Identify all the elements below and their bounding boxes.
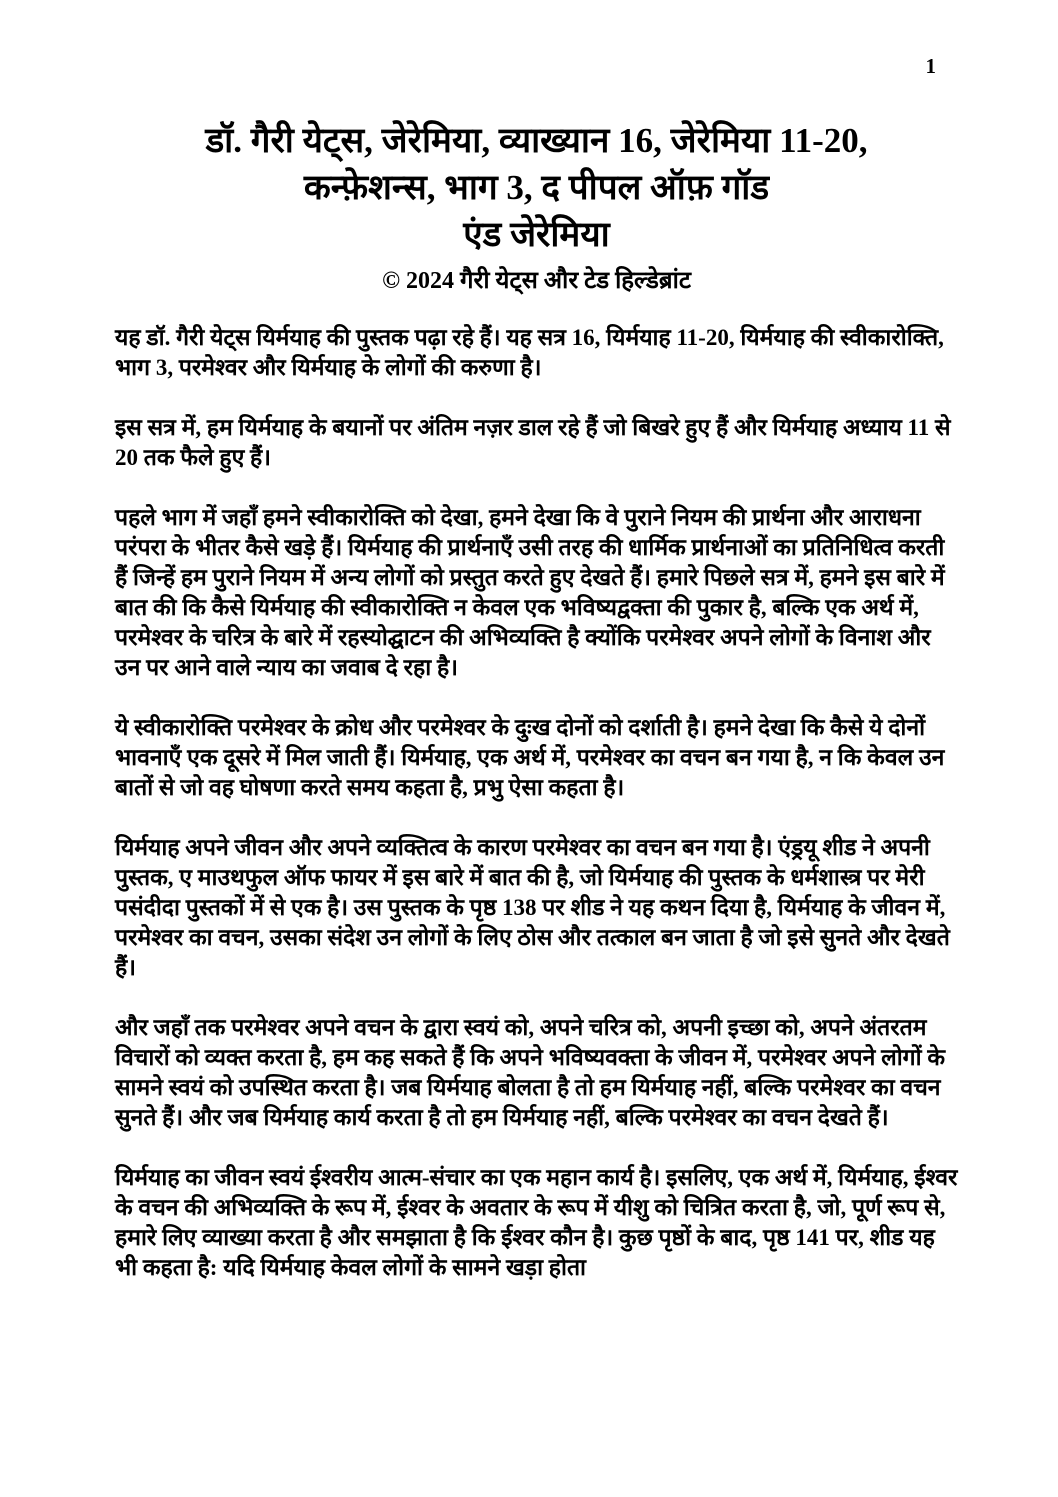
paragraph-2: इस सत्र में, हम यिर्मयाह के बयानों पर अंतिम नज़र डाल रहे हैं जो बिखरे हुए हैं और यिर्मयाह अध्याय 11 से 20 तक फैले हुए हैं। [115, 415, 951, 470]
page-number: 1 [925, 54, 936, 78]
paragraph-3: पहले भाग में जहाँ हमने स्वीकारोक्ति को देखा, हमने देखा कि वे पुराने नियम की प्रार्थना और आराधना परंपरा के भीतर कैसे खड़े हैं। यिर्मयाह की प्रार्थनाएँ उसी तरह की धार्मिक प्रार्थनाओं का प्रतिनिधित्व करती हैं जिन्हें हम पुराने नियम में अन्य लोगों को प्रस्तुत करते हुए देखते हैं। हमारे पिछले सत्र में, हमने इस बारे में बात की कि कैसे यिर्मयाह की स्वीकारोक्ति न केवल एक भविष्यद्वक्ता की पुकार है, बल्कि एक अर्थ में, परमेश्वर के चरित्र के बारे में रहस्योद्घाटन की अभिव्यक्ति है क्योंकि परमेश्वर अपने लोगों के विनाश और उन पर आने वाले न्याय का जवाब दे रहा है। [115, 505, 945, 680]
title-line-2: कन्फ़ेशन्स, भाग 3, द पीपल ऑफ़ गॉड [303, 168, 770, 207]
paragraph-1: यह डॉ. गैरी येट्स यिर्मयाह की पुस्तक पढ़ा रहे हैं। यह सत्र 16, यिर्मयाह 11-20, यिर्मयाह की स्वीकारोक्ति, भाग 3, परमेश्वर और यिर्मयाह के लोगों की करुणा है। [115, 325, 944, 380]
paragraph-4: ये स्वीकारोक्ति परमेश्वर के क्रोध और परमेश्वर के दुःख दोनों को दर्शाती है। हमने देखा कि कैसे ये दोनों भावनाएँ एक दूसरे में मिल जाती हैं। यिर्मयाह, एक अर्थ में, परमेश्वर का वचन बन गया है, न कि केवल उन बातों से जो वह घोषणा करते समय कहता है, प्रभु ऐसा कहता है। [115, 715, 945, 800]
copyright-line: © 2024 गैरी येट्स और टेड हिल्डेब्रांट [382, 268, 691, 294]
paragraph-5: यिर्मयाह अपने जीवन और अपने व्यक्तित्व के कारण परमेश्वर का वचन बन गया है। एंड्रयू शीड ने अपनी पुस्तक, ए माउथफुल ऑफ फायर में इस बारे में बात की है, जो यिर्मयाह की पुस्तक के धर्मशास्त्र पर मेरी पसंदीदा पुस्तकों में से एक है। उस पुस्तक के पृष्ठ 138 पर शीड ने यह कथन दिया है, यिर्मयाह के जीवन में, परमेश्वर का वचन, उसका संदेश उन लोगों के लिए ठोस और तत्काल बन जाता है जो इसे सुनते और देखते हैं। [115, 835, 950, 980]
document-body [115, 323, 958, 1283]
document-title [115, 117, 958, 258]
title-line-3: एंड जेरेमिया [463, 215, 610, 254]
title-line-1: डॉ. गैरी येट्स, जेरेमिया, व्याख्यान 16, जेरेमिया 11-20, [205, 121, 868, 160]
paragraph-6: और जहाँ तक परमेश्वर अपने वचन के द्वारा स्वयं को, अपने चरित्र को, अपनी इच्छा को, अपने अंतरतम विचारों को व्यक्त करता है, हम कह सकते हैं कि अपने भविष्यवक्ता के जीवन में, परमेश्वर अपने लोगों के सामने स्वयं को उपस्थित करता है। जब यिर्मयाह बोलता है तो हम यिर्मयाह नहीं, बल्कि परमेश्वर का वचन सुनते हैं। और जब यिर्मयाह कार्य करता है तो हम यिर्मयाह नहीं, बल्कि परमेश्वर का वचन देखते हैं। [115, 1015, 946, 1130]
paragraph-7: यिर्मयाह का जीवन स्वयं ईश्वरीय आत्म-संचार का एक महान कार्य है। इसलिए, एक अर्थ में, यिर्मयाह, ईश्वर के वचन की अभिव्यक्ति के रूप में, ईश्वर के अवतार के रूप में यीशु को चित्रित करता है, जो, पूर्ण रूप से, हमारे लिए व्याख्या करता है और समझाता है कि ईश्वर कौन है। कुछ पृष्ठों के बाद, पृष्ठ 141 पर, शीड यह भी कहता है: यदि यिर्मयाह केवल लोगों के सामने खड़ा होता [115, 1165, 958, 1280]
